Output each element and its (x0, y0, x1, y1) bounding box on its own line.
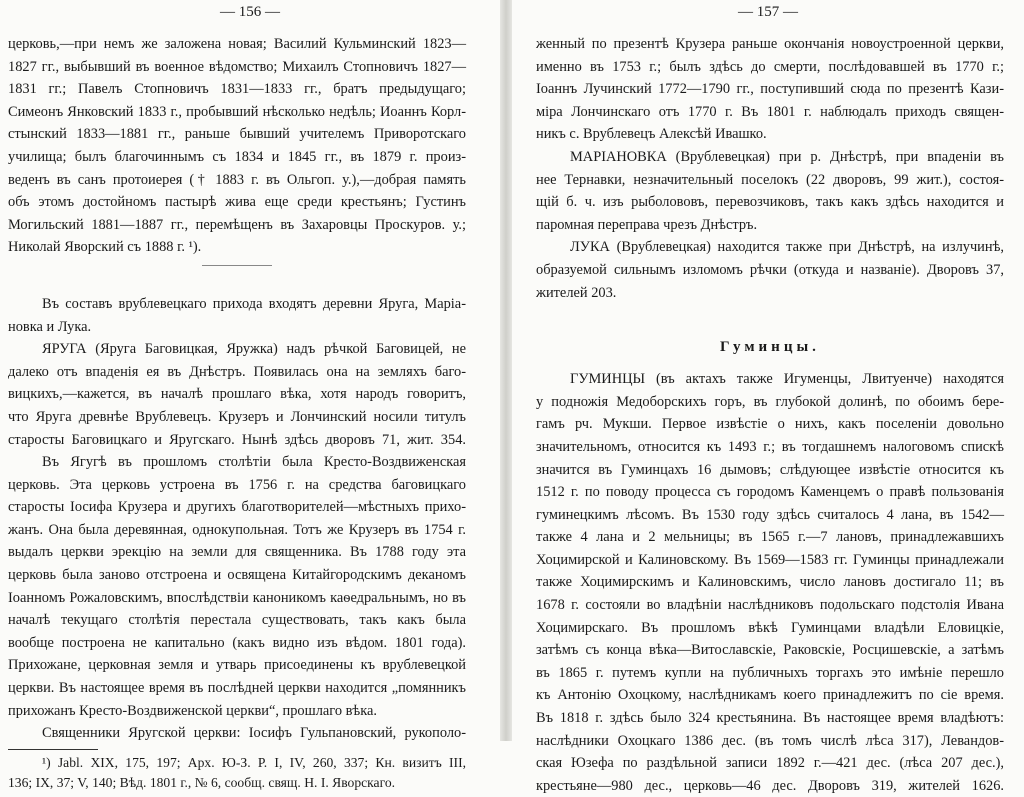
text-line: ЯРУГА (Яруга Баговицкая, Яружка) надъ рѣчкой Баговицей, не (42, 341, 466, 358)
text-line: 1678 г. состояли во владѣніи наслѣдниковъ подольскаго подстолія Ивана (536, 597, 1004, 614)
text-line: стынский 1833—1881 гг., раньше бывший учителемъ Приворотскаго (8, 126, 466, 143)
text-line: ГУМИНЦЫ (въ актахъ также Игуменцы, Лвитуенче) находятся (570, 371, 1004, 388)
text-line: женный по презентѣ Крузера раньше окончанія новоустроенной церкви, (536, 36, 1004, 52)
text-line: жанъ. Она была деревянная, однокупольная. Тотъ же Крузеръ въ 1754 г. (8, 521, 466, 538)
text-line: вообще построена не капитально (какъ видно изъ вѣдом. 1801 года). (8, 634, 466, 651)
text-line: значится въ Гуминцахъ 16 дымовъ; слѣдующее извѣстіе относится къ (536, 461, 1004, 478)
text-line: также 4 лана и 2 мельницы; въ 1565 г.—7 лановъ, принадлежавшихъ (536, 529, 1004, 546)
text-line: гуминецкимъ лѣсомъ. Въ 1530 году здѣсь считалось 4 лана, въ 1542— (536, 506, 1004, 523)
text-line: Іоаннъ Лучинский 1772—1790 гг., поступивший сюда по презентѣ Кази- (536, 81, 1004, 98)
text-line: къ Антонію Охоцкому, наслѣдникамъ коего принадлежитъ по сіе время. (536, 687, 1004, 704)
page-number-right-value: — 157 — (738, 4, 798, 20)
text-line: затѣмъ съ конца вѣка—Витославскіе, Раковскіе, Росцишевскіе, а затѣмъ (536, 642, 1004, 659)
text-line: нее Тернавки, незначительный поселокъ (22 дворовъ, 99 жит.), состоя- (536, 171, 1004, 188)
text-line: ская Юзефа по раздѣльной записи 1892 г.—421 дес. (лѣса 207 дес.), (536, 755, 1004, 772)
text-line: гамъ рч. Мукши. Первое извѣстіе о нихъ, какъ поселеніи довольно (536, 416, 1004, 433)
text-line: церковь была заново отстроена и освящена Китайгородскимъ деканомъ (8, 567, 466, 584)
text-line: у подножія Медоборскихъ горъ, въ глубокой долинѣ, по обоимъ бере- (536, 393, 1004, 410)
left-page-body (8, 33, 466, 793)
text-line: Могильский 1881—1887 гг., перемѣщенъ въ Захаровцы Проскуров. у.; (8, 216, 466, 233)
text-line: Священники Яругской церкви: Іосифъ Гульпановский, рукополо- (42, 725, 466, 742)
text-line: выдалъ церкви эрекцію на земли для священника. Въ 1788 году эта (8, 544, 466, 561)
text-line: именно въ 1753 г.; былъ здѣсь до смерти, послѣдовавшей въ 1770 г.; (536, 58, 1004, 75)
text-line: Въ Ягугѣ въ прошломъ столѣтіи была Кресто-Воздвиженская (42, 454, 466, 471)
text-line: жителей 203. (536, 284, 617, 301)
right-page-body (536, 33, 1004, 797)
paragraph-luka (536, 236, 1004, 304)
text-line: Іоанномъ Рожаловскимъ, впослѣдствіи каноникомъ каѳедральнымъ, но въ (8, 589, 466, 606)
paragraph-parish-composition (8, 293, 466, 338)
text-line: крестьяне—980 дес., церковь—46 дес. Дворовъ 319, жителей 1626. (536, 777, 1004, 794)
text-line: что Яруга древнѣе Врублевецъ. Крузеръ и Лончинский носили титулъ (8, 408, 466, 425)
footnote-line: ¹) Jabl. XIX, 175, 197; Арх. Ю-З. Р. I, IV, 260, 337; Кн. визитъ III, (42, 754, 466, 770)
section-heading: Гуминцы. (720, 339, 820, 356)
text-line: далеко отъ впаденія ея въ Днѣстръ. Появилась она на земляхъ баго- (8, 363, 466, 380)
footnote (8, 753, 466, 793)
text-line: никъ с. Врублевецъ Алексѣй Ивашко. (536, 126, 767, 143)
text-line: церкви. Въ настоящее время въ послѣдней церкви находится „помянникъ (8, 680, 466, 697)
text-line: Хоцимирской и Калиновскому. Въ 1569—1583 гг. Гуминцы принадлежали (536, 551, 1004, 568)
page-number-right (512, 4, 1024, 21)
paragraph-yaruga (8, 338, 466, 451)
text-line: Прихожане, церковная земля и утварь присоединены къ врублевецкой (8, 657, 466, 674)
text-line: Въ составъ врублевецкаго прихода входятъ деревни Яруга, Маріа- (42, 295, 466, 312)
text-line: также Хоцимирскимъ и Калиновскимъ, число лановъ достигало 11; въ (536, 574, 1004, 591)
section-divider (8, 259, 466, 271)
paragraph-marianovka (536, 146, 1004, 236)
text-line: объ этомъ достойномъ пастырѣ жива еще среди крестьянъ; Густинъ (8, 194, 466, 211)
text-line: училища; былъ благочиннымъ съ 1834 и 1845 гг., въ 1879 г. произ- (8, 148, 466, 165)
right-page (512, 0, 1024, 794)
text-line: 1827 гг., выбывший въ военное вѣдомство; Михаилъ Стопновичъ 1827— (8, 58, 466, 75)
footnote-rule (8, 749, 98, 750)
text-line: въ 1865 г. путемъ купли на публичныхъ торгахъ это имѣніе перешло (536, 664, 1004, 681)
left-page (0, 0, 500, 790)
paragraph-yaruga-church (8, 451, 466, 722)
text-line: міра Лончинскаго отъ 1770 г. Въ 1801 г. наблюдалъ приходъ священ- (536, 103, 1004, 120)
text-line: веденъ въ санъ протоиерея († 1883 г. въ Ольгоп. у.),—добрая память (8, 171, 466, 188)
text-line: ЛУКА (Врублевецкая) находится также при Днѣстрѣ, на излучинѣ, (570, 239, 1004, 256)
text-line: 1512 г. по поводу процесса съ городомъ Каменцемъ о правѣ пользованія (536, 484, 1004, 501)
text-line: щій б. ч. изъ рыболововъ, перевозчиковъ, такъ какъ здѣсь находится и (536, 194, 1004, 211)
text-line: МАРІАНОВКА (Врублевецкая) при р. Днѣстрѣ, при впаденіи въ (570, 148, 1004, 165)
text-line: 1831 гг.; Павелъ Стопновичъ 1831—1833 гг., братъ предыдущаго; (8, 81, 466, 98)
paragraph-yaruga-priests-cont (536, 33, 1004, 146)
paragraph-priests (8, 33, 466, 259)
text-line: образуемой сильнымъ изломомъ рѣчки (откуда и названіе). Дворовъ 37, (536, 261, 1004, 278)
text-line: старосты Баговицкаго и Яругскаго. Нынѣ здѣсь дворовъ 71, жит. 354. (8, 431, 466, 448)
text-line: Николай Яворский съ 1888 г. ¹). (8, 239, 202, 256)
text-line: старосты Іосифа Крузера и другихъ благотворителей—мѣстныхъ прихо- (8, 499, 466, 516)
paragraph-guminets (536, 368, 1004, 797)
text-line: Хоцимирскаго. Въ прошломъ вѣкѣ Гуминцами владѣли Еловицкіе, (536, 619, 1004, 636)
footnote-line: 136; IX, 37; V, 140; Вѣд. 1801 г., № 6, сообщ. свящ. Н. I. Яворскаго. (8, 774, 396, 790)
text-line: наслѣдники Охоцкаго 1386 дес. (въ томъ числѣ лѣса 317), Левандов- (536, 732, 1004, 749)
page-number-left (0, 4, 500, 21)
text-line: вицкихъ,—кажется, въ началѣ прошлаго вѣка, хотя народъ говоритъ, (8, 386, 466, 403)
text-line: Въ 1818 г. здѣсь было 324 крестьянина. Въ настоящее время владѣютъ: (536, 710, 1004, 727)
text-line: началѣ текущаго столѣтія перестала существовать, такъ какъ была (8, 612, 466, 629)
text-line: церковь,—при немъ же заложена новая; Василий Кульминский 1823— (8, 36, 466, 52)
page-number-left-value: — 156 — (220, 4, 280, 20)
book-gutter (500, 0, 512, 741)
text-line: паромная переправа чрезъ Днѣстръ. (536, 216, 758, 233)
text-line: Симеонъ Янковский 1833 г., пробывший нѣсколько недѣль; Иоаннъ Корл- (8, 103, 466, 120)
text-line: значительномъ, относится къ 1493 г.; въ тогдашнемъ налоговомъ спискѣ (536, 438, 1004, 455)
text-line: новка и Лука. (8, 318, 92, 335)
text-line: прихожанъ Кресто-Воздвиженской церкви“, прошлаго вѣка. (8, 702, 377, 719)
text-line: церковь. Эта церковь устроена въ 1756 г. на средства баговицкаго (8, 476, 466, 493)
paragraph-yaruga-priests (8, 722, 466, 745)
